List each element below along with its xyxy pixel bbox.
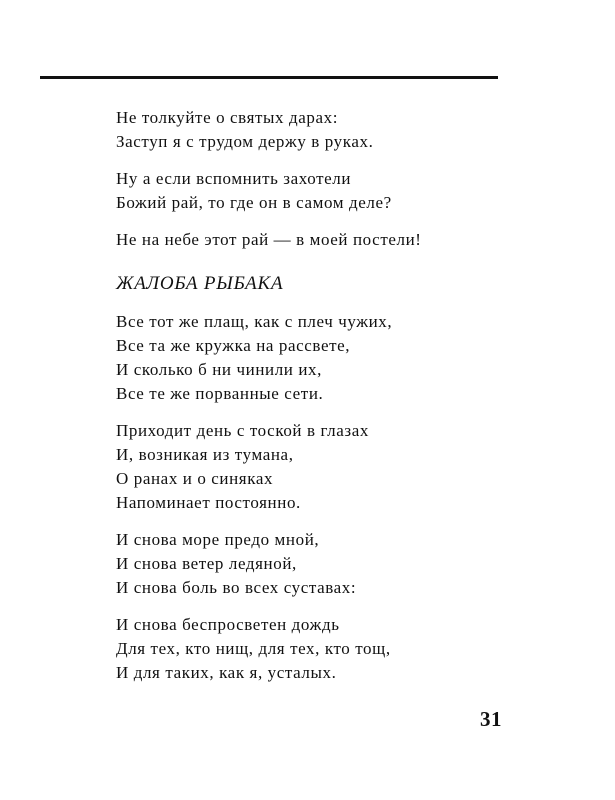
poem-line: И снова море предо мной, xyxy=(116,530,320,549)
stanza xyxy=(116,613,536,685)
stanza-gap xyxy=(116,215,536,228)
poem-line: И сколько б ни чинили их, xyxy=(116,360,322,379)
stanza xyxy=(116,167,536,215)
poem-title: ЖАЛОБА РЫБАКА xyxy=(116,273,284,294)
stanza xyxy=(116,528,536,600)
poem-line: Заступ я с трудом держу в руках. xyxy=(116,132,374,151)
poem-line: И, возникая из тумана, xyxy=(116,445,294,464)
title-gap xyxy=(116,296,536,310)
poem-line: Все та же кружка на рассвете, xyxy=(116,336,351,355)
poem-line: И снова ветер ледяной, xyxy=(116,554,297,573)
poem-line: Не толкуйте о святых дарах: xyxy=(116,108,339,127)
poem-line: И снова боль во всех суставах: xyxy=(116,578,357,597)
poem-line: Все тот же плащ, как с плеч чужих, xyxy=(116,312,393,331)
poem-text-block xyxy=(116,106,536,685)
poem-line: Ну а если вспомнить захотели xyxy=(116,169,352,188)
poem-line: Не на небе этот рай — в моей постели! xyxy=(116,230,422,249)
poem-line: Для тех, кто нищ, для тех, кто тощ, xyxy=(116,639,391,658)
stanza-gap xyxy=(116,154,536,167)
stanza-gap xyxy=(116,515,536,528)
poem-line: О ранах и о синяках xyxy=(116,469,274,488)
poem-line: И для таких, как я, усталых. xyxy=(116,663,337,682)
top-rule xyxy=(40,76,498,79)
poem-line: Все те же порванные сети. xyxy=(116,384,324,403)
stanza xyxy=(116,228,536,252)
poem-line: Напоминает постоянно. xyxy=(116,493,301,512)
poem-line: Приходит день с тоской в глазах xyxy=(116,421,369,440)
page-number: 31 xyxy=(480,707,502,731)
poem-line: И снова беспросветен дождь xyxy=(116,615,340,634)
stanza xyxy=(116,419,536,515)
stanza xyxy=(116,310,536,406)
stanza-gap xyxy=(116,600,536,613)
poem-line: Божий рай, то где он в самом деле? xyxy=(116,193,392,212)
title-gap xyxy=(116,252,536,272)
stanza xyxy=(116,106,536,154)
stanza-gap xyxy=(116,406,536,419)
